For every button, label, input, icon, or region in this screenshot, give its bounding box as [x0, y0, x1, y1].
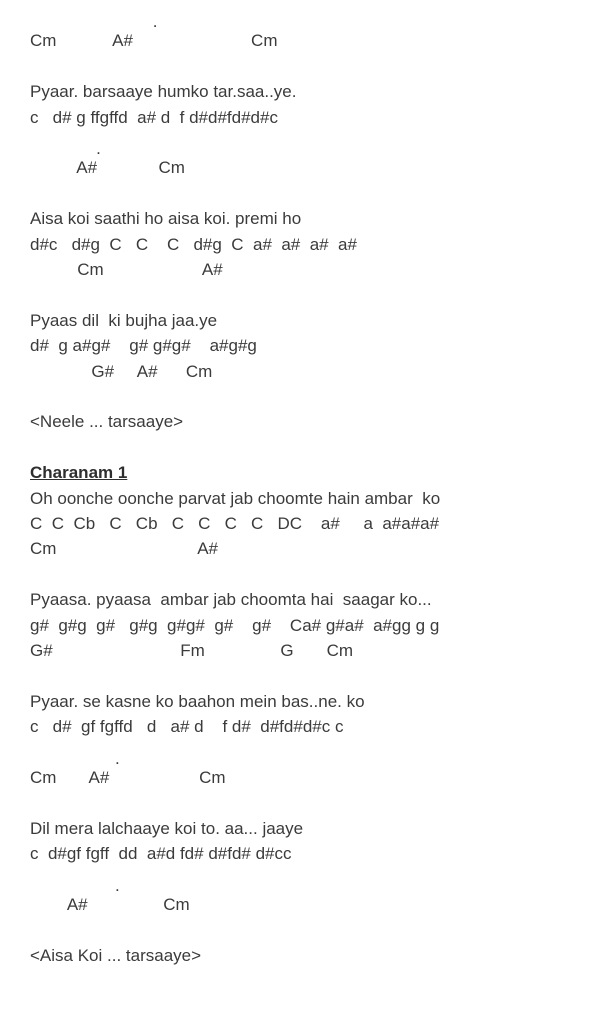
chord-line: Cm A# Cm: [30, 31, 278, 51]
lyric-line: Dil mera lalchaaye koi to. aa... jaaye: [30, 818, 304, 838]
section-heading: Charanam 1: [30, 463, 128, 483]
blank-line: [30, 54, 592, 79]
lyric-line: Pyaar. se kasne ko baahon mein bas..ne. ko: [30, 691, 365, 711]
chord-line: G# Fm G Cm: [30, 641, 354, 661]
lyric-line: Oh oonche oonche parvat jab choomte hain ambar ko: [30, 488, 441, 508]
octave-dot-line: .: [30, 748, 120, 768]
lyric-line: Aisa koi saathi ho aisa koi. premi ho: [30, 209, 302, 229]
reference-line: <Neele ... tarsaaye>: [30, 412, 184, 432]
chord-line: Cm A# Cm: [30, 768, 226, 788]
blank-line: [30, 663, 592, 688]
blank-line: [30, 435, 592, 460]
swara-notes-line: d# g a#g# g# g#g# a#g#g: [30, 336, 257, 356]
blank-line: [30, 562, 592, 587]
chord-line: A# Cm: [30, 895, 190, 915]
swara-notes-line: C C Cb C Cb C C C C DC a# a a#a#a#: [30, 514, 440, 534]
octave-dot-line: .: [30, 12, 158, 31]
swara-notes-line: c d# g ffgffd a# d f d#d#fd#d#c: [30, 107, 278, 127]
blank-line: [30, 282, 592, 307]
reference-line: <Aisa Koi ... tarsaaye>: [30, 945, 202, 965]
swara-notes-line: c d# gf fgffd d a# d f d# d#fd#d#c c: [30, 717, 344, 737]
octave-dot-line: .: [30, 139, 101, 159]
octave-dot-line: .: [30, 875, 120, 895]
lyric-line: Pyaasa. pyaasa ambar jab choomta hai saagar ko...: [30, 590, 432, 610]
chord-line: G# A# Cm: [30, 361, 213, 381]
lyric-line: Pyaar. barsaaye humko tar.saa..ye.: [30, 82, 297, 102]
chord-line: Cm A#: [30, 260, 223, 280]
blank-line: [30, 181, 592, 206]
swara-notes-line: c d#gf fgff dd a#d fd# d#fd# d#cc: [30, 844, 292, 864]
blank-line: [30, 384, 592, 409]
blank-line: [30, 918, 592, 943]
chord-line: A# Cm: [30, 158, 185, 178]
chord-line: Cm A#: [30, 539, 218, 559]
swara-notes-line: d#c d#g C C C d#g C a# a# a# a#: [30, 234, 357, 254]
blank-line: [30, 790, 592, 815]
swara-notes-line: g# g#g g# g#g g#g# g# g# Ca# g#a# a#gg g g: [30, 615, 440, 635]
lyric-line: Pyaas dil ki bujha jaa.ye: [30, 310, 218, 330]
